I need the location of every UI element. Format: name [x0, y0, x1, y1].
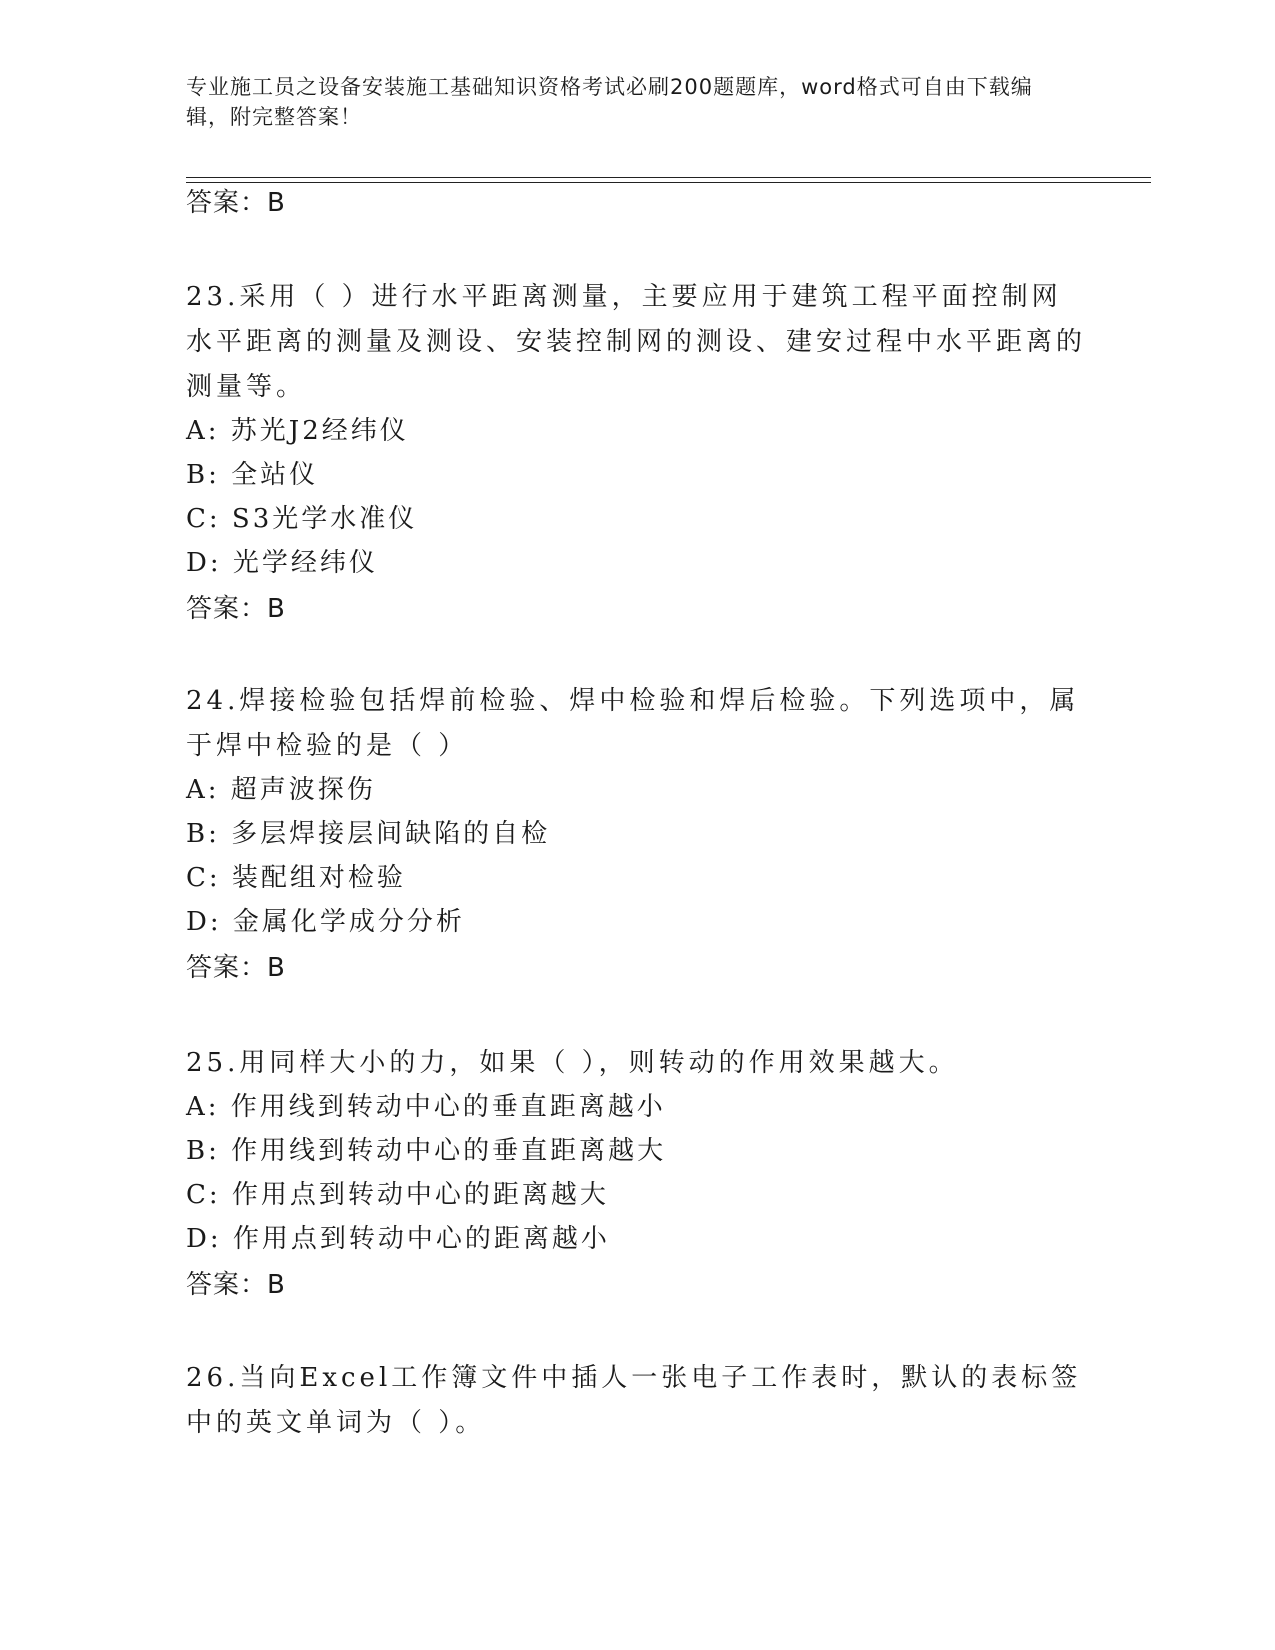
answer-prev: 答案：B [186, 188, 286, 218]
question-23-option-a: A: 苏光J2经纬仪 [186, 416, 409, 446]
header-divider-top [186, 177, 1151, 178]
question-23-option-b: B: 全站仪 [186, 460, 319, 490]
question-24-answer: 答案：B [186, 953, 286, 983]
question-24-option-c: C: 装配组对检验 [186, 863, 406, 893]
question-25-option-c: C: 作用点到转动中心的距离越大 [186, 1180, 609, 1210]
question-23-option-d: D: 光学经纬仪 [186, 548, 378, 578]
question-25-answer: 答案：B [186, 1270, 286, 1300]
question-24-option-d: D: 金属化学成分分析 [186, 907, 465, 937]
question-25-option-a: A: 作用线到转动中心的垂直距离越小 [186, 1092, 666, 1122]
question-25-option-d: D: 作用点到转动中心的距离越小 [186, 1224, 610, 1254]
question-24-option-a: A: 超声波探伤 [186, 775, 376, 805]
question-26-stem: 26.当向Excel工作簿文件中插人一张电子工作表时，默认的表标签中的英文单词为（ ）。 [186, 1363, 1082, 1438]
question-23-answer: 答案：B [186, 594, 286, 624]
question-23-stem: 23.采用（ ）进行水平距离测量，主要应用于建筑工程平面控制网水平距离的测量及测设、安装控制网的测设、建安过程中水平距离的测量等。 [186, 282, 1087, 402]
question-24-stem: 24.焊接检验包括焊前检验、焊中检验和焊后检验。下列选项中，属于焊中检验的是（ ） [186, 686, 1080, 761]
question-23-option-c: C: S3光学水准仪 [186, 504, 418, 534]
question-24-option-b: B: 多层焊接层间缺陷的自检 [186, 819, 551, 849]
question-25-option-b: B: 作用线到转动中心的垂直距离越大 [186, 1136, 667, 1166]
document-header: 专业施工员之设备安装施工基础知识资格考试必刷200题题库，word格式可自由下载编辑，附完整答案！ [186, 75, 1033, 129]
header-divider-bottom [186, 182, 1151, 183]
question-25-stem: 25.用同样大小的力，如果（ ），则转动的作用效果越大。 [186, 1048, 959, 1078]
